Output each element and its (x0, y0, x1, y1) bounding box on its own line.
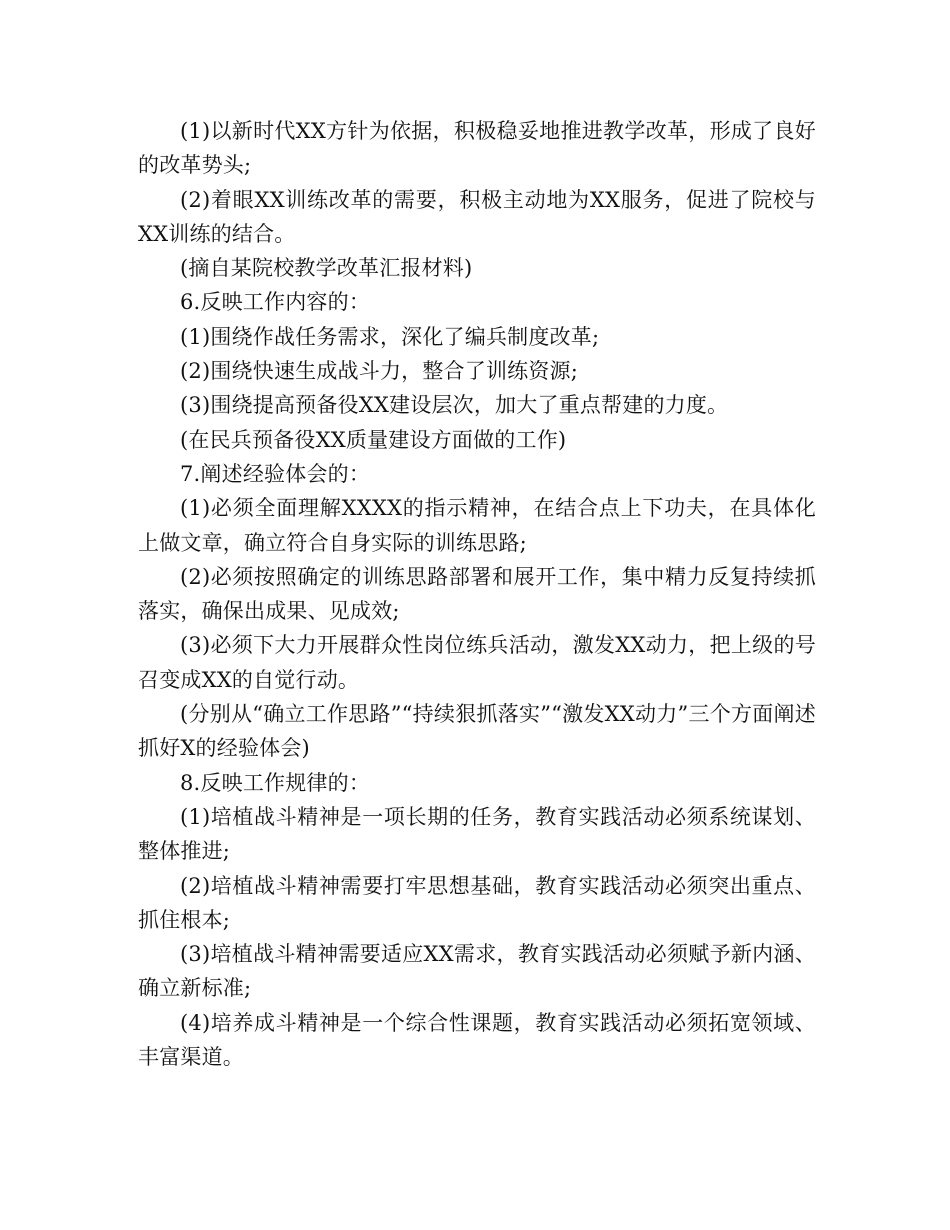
paragraph: (摘自某院校教学改革汇报材料) (180, 256, 473, 281)
paragraph: (分别从“确立工作思路”“持续狠抓落实”“激发XX动力”三个方面阐述抓好X的经验体会) (138, 702, 816, 761)
paragraph: (4)培养成斗精神是一个综合性课题，教育实践活动必须拓宽领域、丰富渠道。 (138, 1010, 816, 1070)
paragraph: (2)着眼XX训练改革的需要，积极主动地为XX服务，促进了院校与XX训练的结合。 (138, 187, 816, 246)
paragraph: (1)以新时代XX方针为依据，积极稳妥地推进教学改革，形成了良好的改革势头; (138, 119, 816, 178)
section-heading: 7.阐述经验体会的： (180, 461, 371, 486)
paragraph: (1)必须全面理解XXXX的指示精神，在结合点上下功夫，在具体化上做文章，确立符合自身实际的训练思路; (138, 496, 816, 555)
paragraph: (2)必须按照确定的训练思路部署和展开工作，集中精力反复持续抓落实，确保出成果、见成效; (138, 564, 816, 624)
paragraph: (在民兵预备役XX质量建设方面做的工作) (180, 427, 567, 452)
paragraph: (3)围绕提高预备役XX建设层次，加大了重点帮建的力度。 (180, 393, 729, 418)
paragraph: (3)培植战斗精神需要适应XX需求，教育实践活动必须赋予新内涵、确立新标准; (138, 942, 816, 1001)
paragraph: (2)培植战斗精神需要打牢思想基础，教育实践活动必须突出重点、抓住根本; (138, 873, 816, 932)
document-body (138, 114, 816, 1074)
paragraph: (2)围绕快速生成战斗力，整合了训练资源; (180, 359, 579, 384)
paragraph: (3)必须下大力开展群众性岗位练兵活动，激发XX动力，把上级的号召变成XX的自觉行动。 (138, 633, 816, 692)
paragraph: (1)培植战斗精神是一项长期的任务，教育实践活动必须系统谋划、整体推进; (138, 804, 816, 864)
paragraph: (1)围绕作战任务需求，深化了编兵制度改革; (180, 324, 600, 349)
section-heading: 8.反映工作规律的： (180, 770, 371, 795)
section-heading: 6.反映工作内容的： (180, 290, 371, 315)
